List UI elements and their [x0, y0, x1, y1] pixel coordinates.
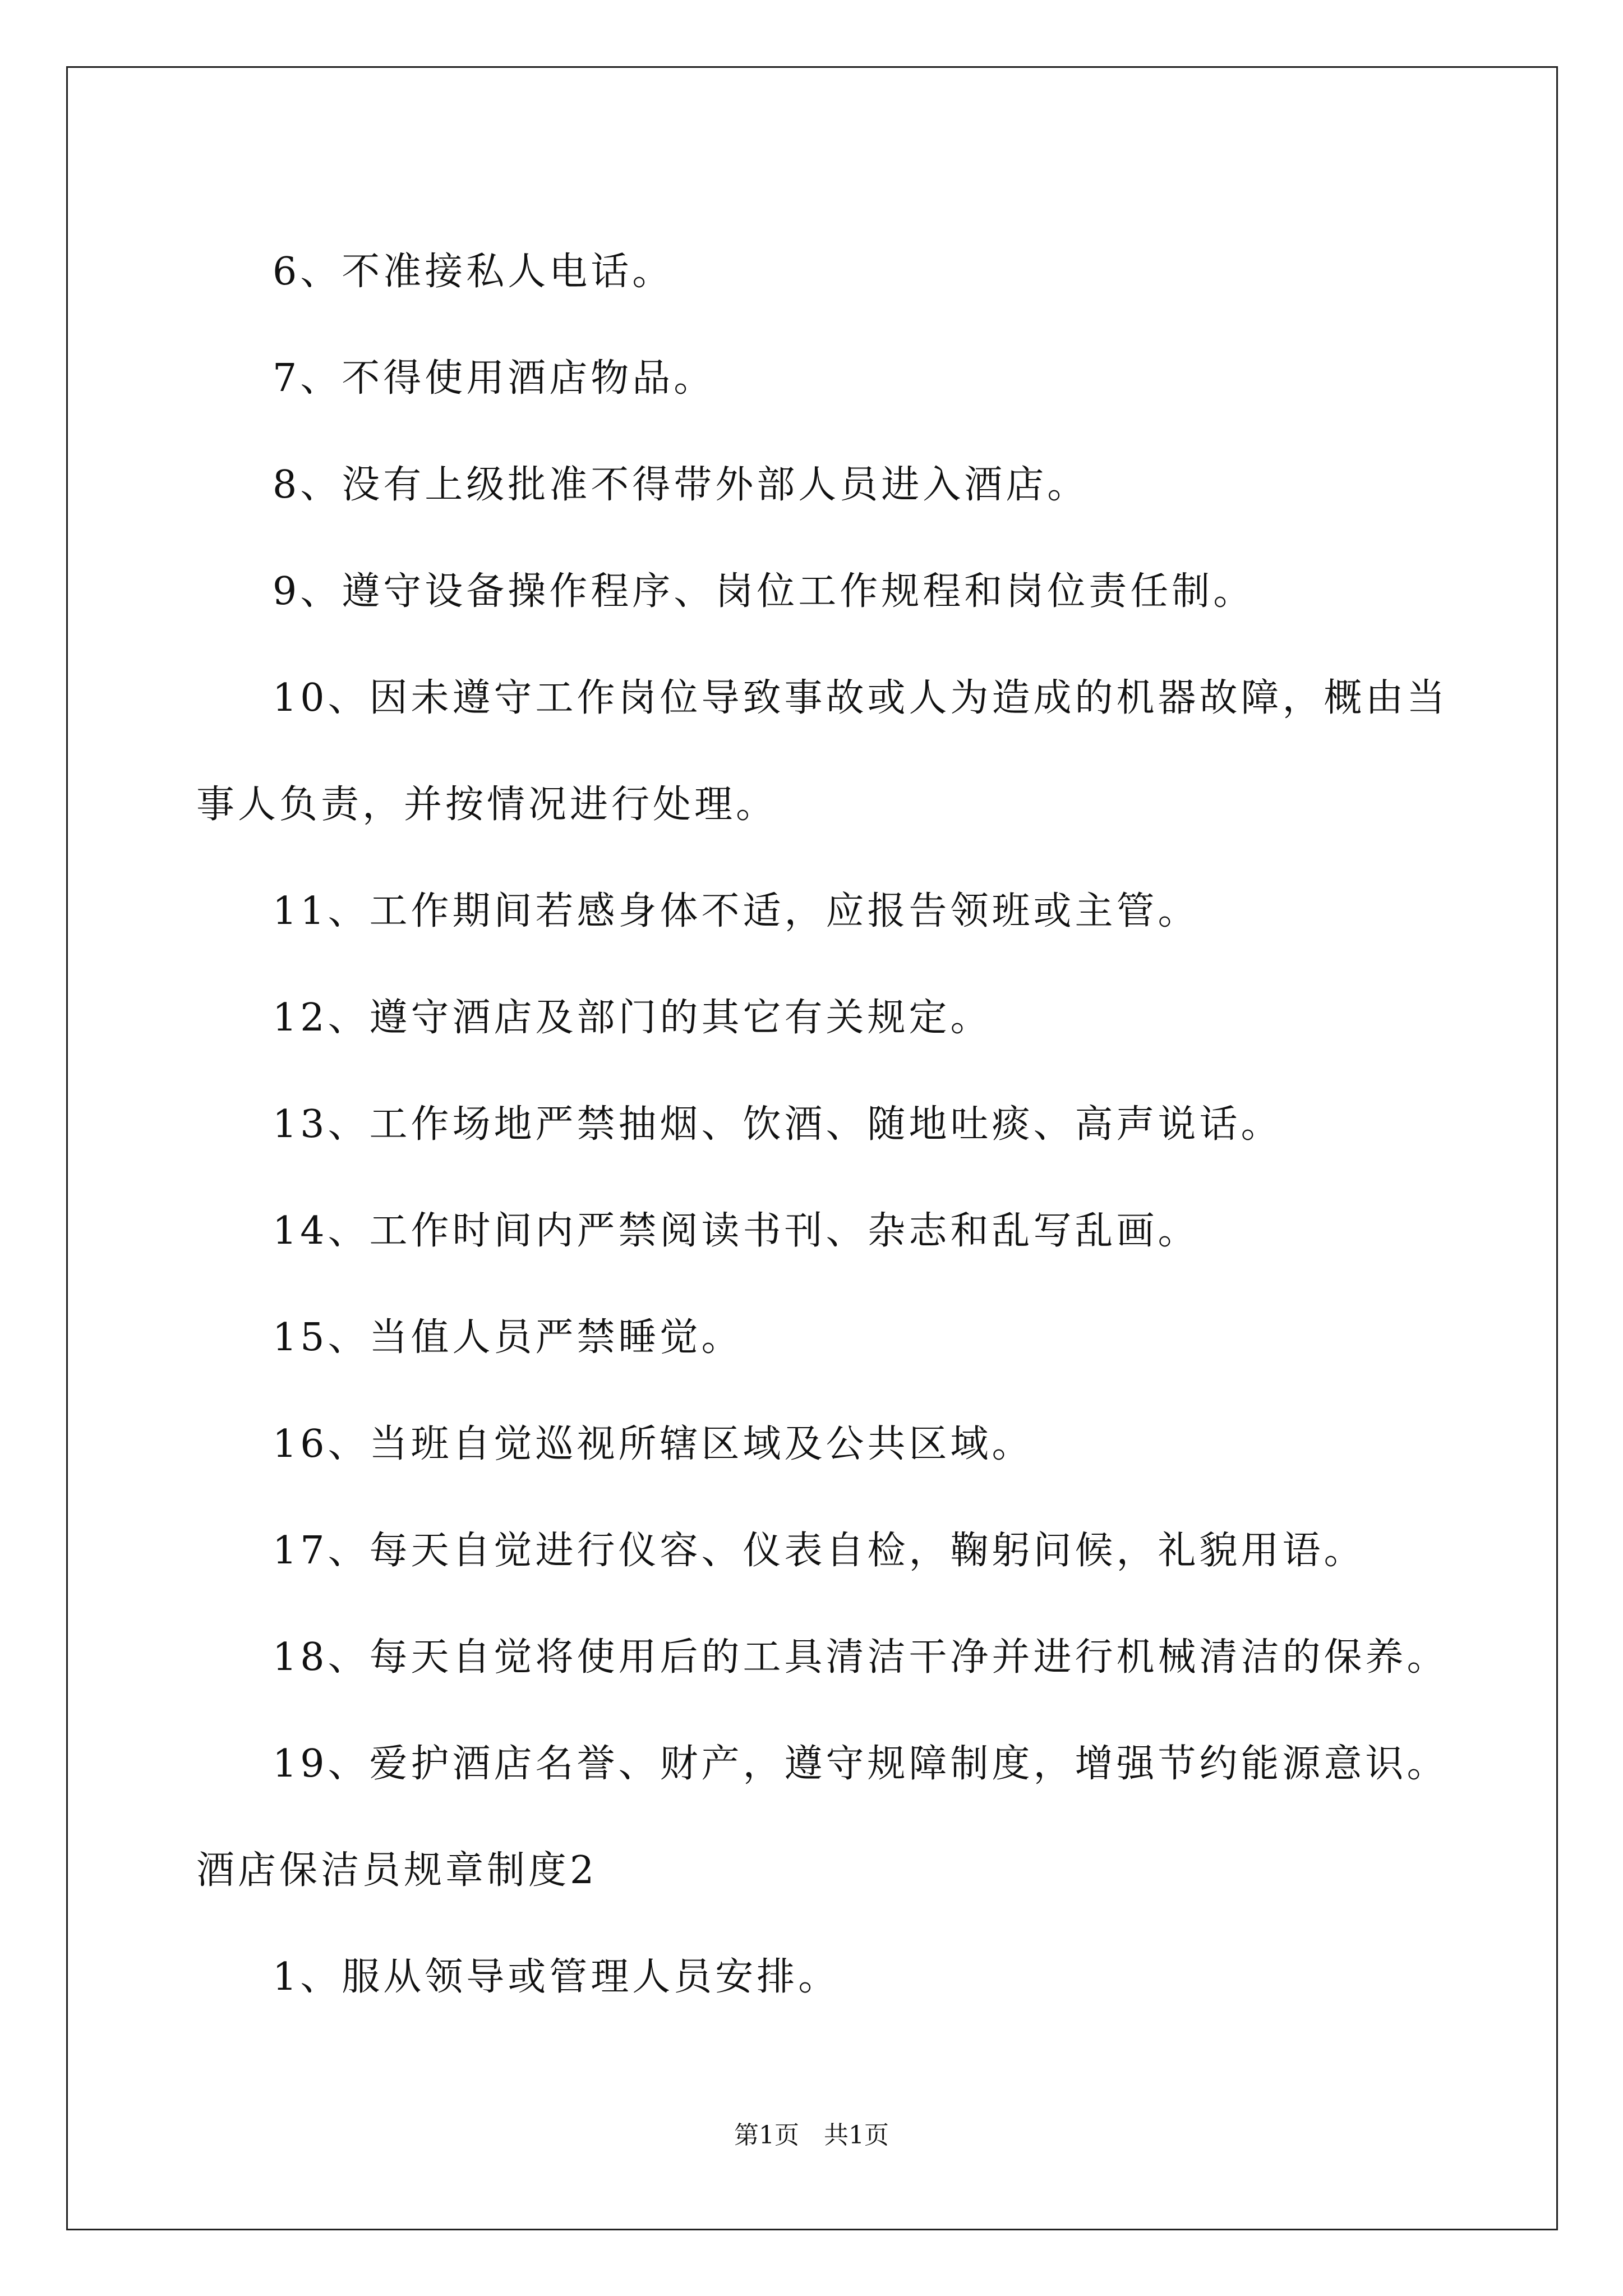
page-footer: 第1页 共1页	[734, 2121, 889, 2150]
paragraph-rule-8: 8、没有上级批准不得带外部人员进入酒店。	[273, 463, 1089, 507]
paragraph-rule-9: 9、遵守设备操作程序、岗位工作规程和岗位责任制。	[273, 569, 1255, 614]
paragraph-rule-6: 6、不准接私人电话。	[273, 250, 674, 294]
paragraph-rule-12: 12、遵守酒店及部门的其它有关规定。	[273, 996, 992, 1040]
paragraph-rule-7: 7、不得使用酒店物品。	[273, 356, 716, 401]
paragraph-rule-16: 16、当班自觉巡视所辖区域及公共区域。	[273, 1422, 1034, 1466]
paragraph-rule-19: 19、爱护酒店名誉、财产，遵守规障制度，增强节约能源意识。	[273, 1742, 1449, 1786]
paragraph-rule-13: 13、工作场地严禁抽烟、饮酒、随地吐痰、高声说话。	[273, 1102, 1283, 1147]
paragraph-rule-17: 17、每天自觉进行仪容、仪表自检，鞠躬问候，礼貌用语。	[273, 1529, 1366, 1573]
paragraph-rule-15: 15、当值人员严禁睡觉。	[273, 1315, 743, 1360]
paragraph-rule-18: 18、每天自觉将使用后的工具清洁干净并进行机械清洁的保养。	[273, 1635, 1449, 1680]
paragraph-rule-10: 10、因未遵守工作岗位导致事故或人为造成的机器故障，概由当	[273, 676, 1449, 720]
document-body	[196, 219, 1449, 2031]
section-heading: 酒店保洁员规章制度2	[196, 1848, 598, 1893]
paragraph-rule-11: 11、工作期间若感身体不适，应报告领班或主管。	[273, 889, 1200, 933]
paragraph-rule-10-continued: 事人负责，并按情况进行处理。	[196, 783, 778, 827]
paragraph-rule-14: 14、工作时间内严禁阅读书刊、杂志和乱写乱画。	[273, 1209, 1200, 1253]
paragraph-rule-1: 1、服从领导或管理人员安排。	[273, 1955, 840, 1999]
